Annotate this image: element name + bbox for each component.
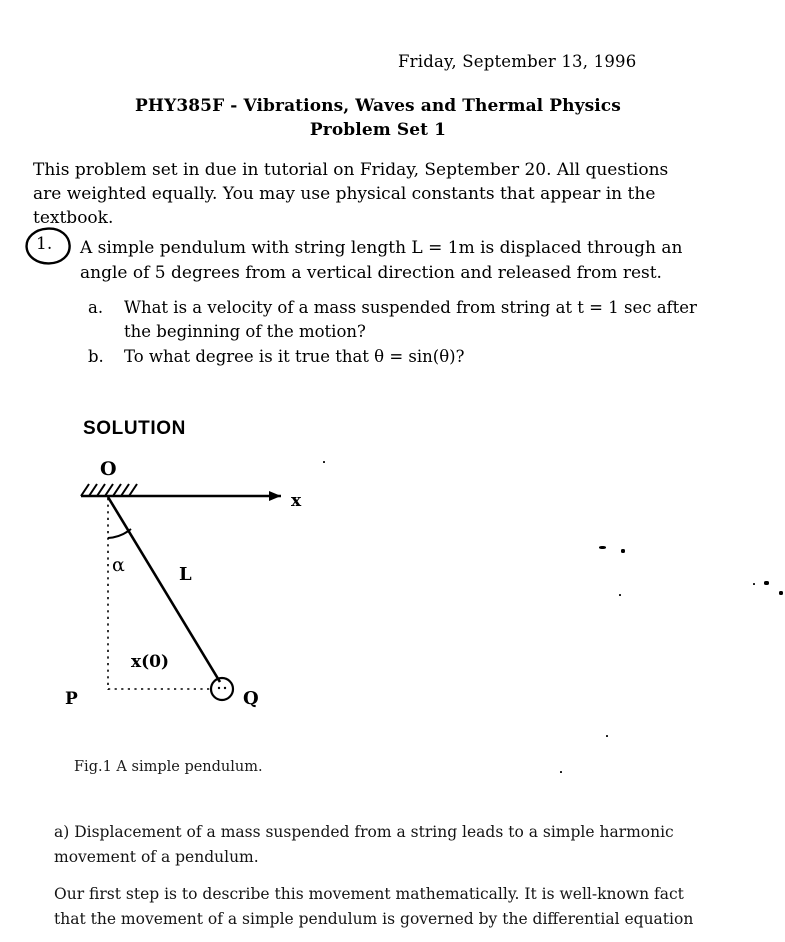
figure-label-displacement: x(0) xyxy=(131,652,170,672)
pendulum-figure xyxy=(55,450,355,740)
figure-caption: Fig.1 A simple pendulum. xyxy=(74,759,263,775)
scan-speckle xyxy=(619,594,621,596)
problem-statement: A simple pendulum with string length L = 1m is displaced through an angle of 5 degrees from a vertical direction and released from rest. xyxy=(80,238,683,283)
x-axis-arrowhead xyxy=(269,491,281,501)
problem-part-b xyxy=(88,345,713,369)
part-b-marker: b. xyxy=(88,347,104,366)
figure-label-pivot: O xyxy=(100,458,117,480)
scan-speckle xyxy=(753,583,755,585)
solution-heading: SOLUTION xyxy=(83,418,186,439)
scan-speckle xyxy=(599,546,606,549)
ceiling-hatch-icon xyxy=(81,484,137,496)
part-a-text: What is a velocity of a mass suspended from string at t = 1 sec after the beginning of the motion? xyxy=(124,298,697,341)
document-title: PHY385F - Vibrations, Waves and Thermal Physics xyxy=(135,96,621,116)
bob-center-dot-icon xyxy=(218,687,220,689)
scan-speckle xyxy=(560,771,562,773)
part-a-marker: a. xyxy=(88,298,104,317)
pendulum-diagram-svg xyxy=(55,450,355,740)
scan-speckle xyxy=(764,581,769,585)
pendulum-bob xyxy=(211,678,233,700)
figure-label-string-length: L xyxy=(179,564,192,585)
document-subtitle: Problem Set 1 xyxy=(309,120,447,140)
solution-paragraph-a: a) Displacement of a mass suspended from a string leads to a simple harmonic movement of a pendulum. xyxy=(54,823,674,866)
part-b-text: To what degree is it true that θ = sin(θ)? xyxy=(124,347,465,366)
intro-paragraph: This problem set in due in tutorial on Friday, September 20. All questions are weighted equally. You may use physical constants that appear in the textbook. xyxy=(33,160,669,228)
figure-label-x-axis: x xyxy=(291,491,302,511)
scan-speckle xyxy=(606,735,608,737)
scan-speckle xyxy=(323,461,325,463)
problem-part-a xyxy=(88,296,713,344)
document-date: Friday, September 13, 1996 xyxy=(398,52,637,71)
problem-number: 1. xyxy=(36,234,53,254)
scan-speckle xyxy=(621,549,625,553)
bob-center-dot-icon xyxy=(224,687,226,689)
figure-label-vertical-foot: P xyxy=(65,689,78,709)
figure-label-angle-alpha: α xyxy=(112,554,125,576)
scan-speckle xyxy=(779,591,783,595)
solution-paragraph-intro: Our first step is to describe this movement mathematically. It is well-known fact that the movement of a simple pendulum is governed by the differential equation xyxy=(54,885,694,928)
figure-label-bob: Q xyxy=(243,688,259,709)
